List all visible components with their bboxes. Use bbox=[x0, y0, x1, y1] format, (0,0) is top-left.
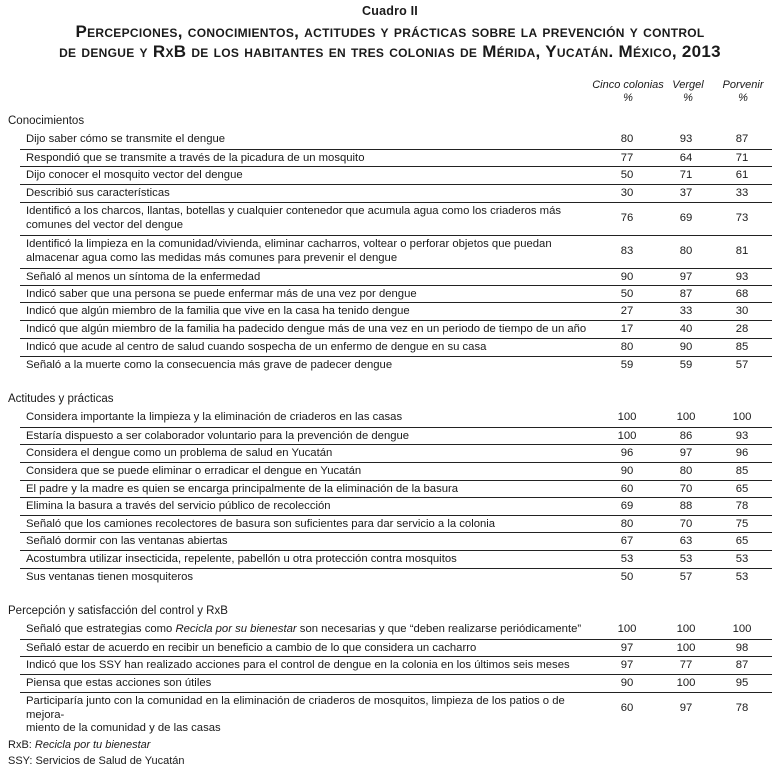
row-label-text: Señaló que estrategias como bbox=[26, 623, 176, 635]
value-cinco-colonias: 27 bbox=[620, 305, 634, 317]
row-label: Señaló estar de acuerdo en recibir un beneficio a cambio de lo que considera un cacharro bbox=[26, 642, 477, 654]
value-cinco-colonias: 60 bbox=[620, 702, 634, 714]
value-porvenir: 81 bbox=[735, 245, 749, 257]
column-unit: % bbox=[623, 92, 633, 104]
value-cinco-colonias: 90 bbox=[620, 271, 634, 283]
row-label: Indicó que algún miembro de la familia ha padecido dengue más de una vez en un periodo de tiempo de un año bbox=[26, 323, 587, 335]
table-row bbox=[20, 338, 772, 356]
value-porvenir: 68 bbox=[735, 288, 749, 300]
value-porvenir: 95 bbox=[735, 677, 749, 689]
column-unit: % bbox=[683, 92, 693, 104]
table-number: Cuadro II bbox=[362, 4, 418, 18]
table-row bbox=[20, 497, 772, 515]
value-cinco-colonias: 60 bbox=[620, 483, 634, 495]
value-porvenir: 75 bbox=[735, 518, 749, 530]
value-vergel: 33 bbox=[679, 305, 693, 317]
value-cinco-colonias: 30 bbox=[620, 187, 634, 199]
value-vergel: 37 bbox=[679, 187, 693, 199]
row-label bbox=[26, 695, 598, 736]
table-title-line-1: Percepciones, conocimientos, actitudes y prácticas sobre la prevención y control bbox=[75, 22, 705, 41]
value-porvenir: 85 bbox=[735, 341, 749, 353]
value-porvenir: 30 bbox=[735, 305, 749, 317]
value-vergel: 80 bbox=[679, 245, 693, 257]
value-porvenir: 65 bbox=[735, 483, 749, 495]
column-header-porvenir bbox=[716, 79, 770, 105]
value-porvenir: 85 bbox=[735, 465, 749, 477]
section-title-conocimientos: Conocimientos bbox=[8, 115, 85, 127]
value-cinco-colonias: 50 bbox=[620, 169, 634, 181]
table-row bbox=[20, 532, 772, 550]
table-row bbox=[20, 184, 772, 202]
row-label: Dijo saber cómo se transmite el dengue bbox=[26, 133, 226, 145]
row-label: Elimina la basura a través del servicio público de recolección bbox=[26, 500, 331, 512]
value-cinco-colonias: 50 bbox=[620, 288, 634, 300]
footnote-text: Servicios de Salud de Yucatán bbox=[35, 755, 185, 767]
table-row bbox=[20, 480, 772, 498]
section-title-actitudes-practicas: Actitudes y prácticas bbox=[8, 393, 114, 405]
table-row bbox=[20, 235, 772, 268]
table-row bbox=[20, 639, 772, 657]
value-vergel: 93 bbox=[679, 133, 693, 145]
value-porvenir: 93 bbox=[735, 271, 749, 283]
value-vergel: 90 bbox=[679, 341, 693, 353]
value-vergel: 86 bbox=[679, 430, 693, 442]
value-vergel: 97 bbox=[679, 271, 693, 283]
value-cinco-colonias: 97 bbox=[620, 642, 634, 654]
row-label: Indicó saber que una persona se puede enfermar más de una vez por dengue bbox=[26, 288, 417, 300]
footnote-text: Recicla por tu bienestar bbox=[34, 739, 151, 751]
value-vergel: 87 bbox=[679, 288, 693, 300]
table-row bbox=[20, 149, 772, 167]
value-cinco-colonias: 67 bbox=[620, 535, 634, 547]
table-row bbox=[20, 462, 772, 480]
value-cinco-colonias: 53 bbox=[620, 553, 634, 565]
table-row bbox=[20, 131, 772, 148]
row-label: Identificó la limpieza en la comunidad/vivienda, eliminar cacharros, voltear o perforar objetos que puedan almacenar agua como las medidas más comunes para prevenir el dengue bbox=[26, 238, 552, 264]
value-cinco-colonias: 80 bbox=[620, 341, 634, 353]
column-name: Cinco colonias bbox=[592, 79, 664, 91]
table-row bbox=[20, 674, 772, 692]
table-row bbox=[20, 166, 772, 184]
value-vergel: 77 bbox=[679, 659, 693, 671]
value-vergel: 53 bbox=[679, 553, 693, 565]
value-vergel: 69 bbox=[679, 212, 693, 224]
value-vergel: 100 bbox=[676, 411, 696, 423]
value-vergel: 70 bbox=[679, 518, 693, 530]
table-row bbox=[20, 427, 772, 445]
row-label: Identificó a los charcos, llantas, botellas y cualquier contenedor que acumula agua como los criaderos más comunes del vector del dengue bbox=[26, 205, 562, 231]
value-porvenir: 33 bbox=[735, 187, 749, 199]
table-row bbox=[20, 302, 772, 320]
table-row bbox=[20, 656, 772, 674]
row-label: Respondió que se transmite a través de la picadura de un mosquito bbox=[26, 152, 365, 164]
table-row bbox=[20, 202, 772, 235]
value-cinco-colonias: 90 bbox=[620, 465, 634, 477]
value-vergel: 63 bbox=[679, 535, 693, 547]
table-row bbox=[20, 409, 772, 426]
table-row bbox=[20, 621, 772, 638]
row-label: Señaló a la muerte como la consecuencia más grave de padecer dengue bbox=[26, 359, 393, 371]
table-row bbox=[20, 444, 772, 462]
value-porvenir: 100 bbox=[732, 623, 752, 635]
value-vergel: 97 bbox=[679, 447, 693, 459]
value-cinco-colonias: 100 bbox=[617, 623, 637, 635]
value-porvenir: 57 bbox=[735, 359, 749, 371]
value-cinco-colonias: 77 bbox=[620, 152, 634, 164]
footnote-abbr: RxB: bbox=[8, 739, 35, 751]
value-cinco-colonias: 90 bbox=[620, 677, 634, 689]
footnote-rxb bbox=[8, 739, 150, 751]
column-header-vergel bbox=[666, 79, 710, 105]
value-vergel: 97 bbox=[679, 702, 693, 714]
row-label: Señaló al menos un síntoma de la enfermedad bbox=[26, 271, 261, 283]
value-porvenir: 65 bbox=[735, 535, 749, 547]
program-name: Recicla por su bienestar bbox=[175, 623, 297, 635]
value-porvenir: 61 bbox=[735, 169, 749, 181]
value-cinco-colonias: 76 bbox=[620, 212, 634, 224]
value-cinco-colonias: 69 bbox=[620, 500, 634, 512]
row-label: Piensa que estas acciones son útiles bbox=[26, 677, 212, 689]
value-porvenir: 73 bbox=[735, 212, 749, 224]
row-label: Considera el dengue como un problema de salud en Yucatán bbox=[26, 447, 333, 459]
value-vergel: 70 bbox=[679, 483, 693, 495]
value-cinco-colonias: 80 bbox=[620, 518, 634, 530]
column-unit: % bbox=[738, 92, 748, 104]
value-cinco-colonias: 100 bbox=[617, 430, 637, 442]
value-porvenir: 71 bbox=[735, 152, 749, 164]
value-vergel: 100 bbox=[676, 677, 696, 689]
row-label: Señaló que los camiones recolectores de basura son suficientes para dar servicio a la colonia bbox=[26, 518, 496, 530]
value-vergel: 57 bbox=[679, 571, 693, 583]
value-cinco-colonias: 17 bbox=[620, 323, 634, 335]
value-cinco-colonias: 59 bbox=[620, 359, 634, 371]
value-cinco-colonias: 83 bbox=[620, 245, 634, 257]
table-row bbox=[20, 692, 772, 734]
value-vergel: 80 bbox=[679, 465, 693, 477]
footnote-ssy bbox=[8, 755, 185, 767]
row-label: Indicó que los SSY han realizado acciones para el control de dengue en la colonia en los últimos seis meses bbox=[26, 659, 570, 671]
value-vergel: 40 bbox=[679, 323, 693, 335]
value-cinco-colonias: 100 bbox=[617, 411, 637, 423]
value-porvenir: 93 bbox=[735, 430, 749, 442]
column-name: Porvenir bbox=[722, 79, 764, 91]
value-vergel: 64 bbox=[679, 152, 693, 164]
table-row bbox=[20, 285, 772, 303]
value-porvenir: 78 bbox=[735, 702, 749, 714]
table-row bbox=[20, 320, 772, 338]
row-label: Considera que se puede eliminar o erradicar el dengue en Yucatán bbox=[26, 465, 362, 477]
row-label-text: son necesarias y que “deben realizarse periódicamente” bbox=[296, 623, 582, 635]
value-vergel: 71 bbox=[679, 169, 693, 181]
value-porvenir: 87 bbox=[735, 133, 749, 145]
column-header-cinco-colonias bbox=[590, 79, 666, 105]
row-label: Señaló dormir con las ventanas abiertas bbox=[26, 535, 228, 547]
row-label: Dijo conocer el mosquito vector del dengue bbox=[26, 169, 243, 181]
value-vergel: 100 bbox=[676, 623, 696, 635]
row-label: Acostumbra utilizar insecticida, repelente, pabellón u otra protección contra mosquitos bbox=[26, 553, 457, 565]
table-row bbox=[20, 515, 772, 533]
value-porvenir: 96 bbox=[735, 447, 749, 459]
row-label: Estaría dispuesto a ser colaborador voluntario para la prevención de dengue bbox=[26, 430, 410, 442]
value-cinco-colonias: 97 bbox=[620, 659, 634, 671]
row-label: Indicó que algún miembro de la familia que vive en la casa ha tenido dengue bbox=[26, 305, 410, 317]
table-row bbox=[20, 550, 772, 568]
table-title-line-2: de dengue y RxB de los habitantes en tres colonias de Mérida, Yucatán. México, 2013 bbox=[59, 42, 721, 61]
row-label: Indicó que acude al centro de salud cuando sospecha de un enfermo de dengue en su casa bbox=[26, 341, 487, 353]
value-vergel: 100 bbox=[676, 642, 696, 654]
value-porvenir: 78 bbox=[735, 500, 749, 512]
row-label: Describió sus características bbox=[26, 187, 170, 199]
row-label bbox=[26, 623, 598, 637]
value-porvenir: 100 bbox=[732, 411, 752, 423]
row-label-line-2: miento de la comunidad y de las casas bbox=[26, 722, 221, 734]
row-label: Considera importante la limpieza y la eliminación de criaderos en las casas bbox=[26, 411, 403, 423]
value-vergel: 59 bbox=[679, 359, 693, 371]
value-porvenir: 53 bbox=[735, 553, 749, 565]
table-row bbox=[20, 568, 772, 586]
row-label: El padre y la madre es quien se encarga principalmente de la eliminación de la basura bbox=[26, 483, 459, 495]
column-name: Vergel bbox=[672, 79, 704, 91]
value-cinco-colonias: 50 bbox=[620, 571, 634, 583]
value-vergel: 88 bbox=[679, 500, 693, 512]
row-label: Sus ventanas tienen mosquiteros bbox=[26, 571, 194, 583]
row-label-line-1: Participaría junto con la comunidad en la eliminación de criaderos de mosquitos, limpieza de los patios o de mejora- bbox=[26, 695, 565, 721]
value-porvenir: 53 bbox=[735, 571, 749, 583]
value-cinco-colonias: 96 bbox=[620, 447, 634, 459]
table-row bbox=[20, 356, 772, 374]
value-cinco-colonias: 80 bbox=[620, 133, 634, 145]
value-porvenir: 87 bbox=[735, 659, 749, 671]
section-title-percepcion-satisfaccion: Percepción y satisfacción del control y RxB bbox=[8, 605, 228, 617]
value-porvenir: 28 bbox=[735, 323, 749, 335]
table-row bbox=[20, 268, 772, 286]
value-porvenir: 98 bbox=[735, 642, 749, 654]
footnote-abbr: SSY: bbox=[8, 755, 36, 767]
